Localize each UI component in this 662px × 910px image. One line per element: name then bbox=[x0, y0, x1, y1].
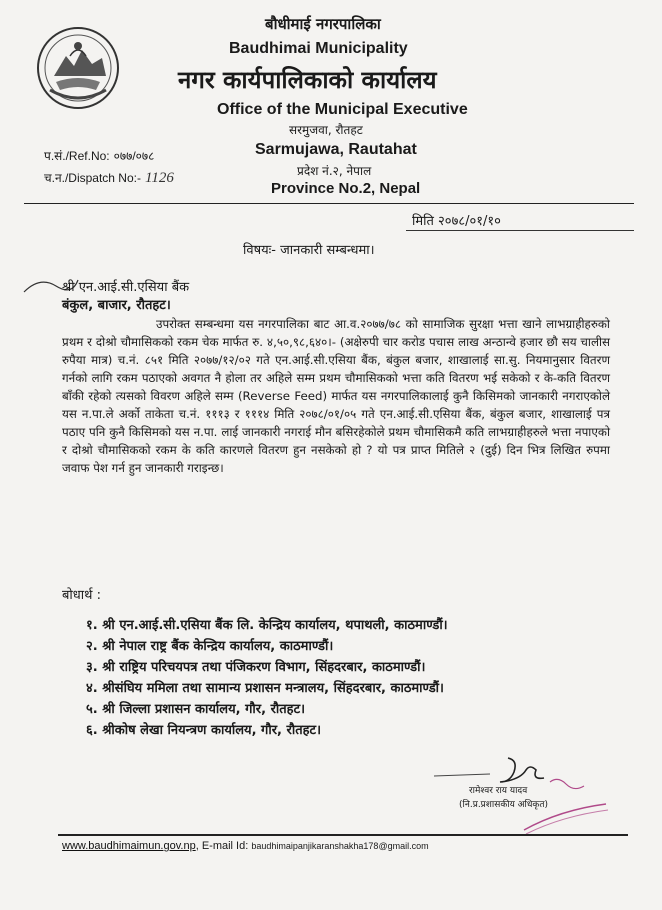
province-english: Province No.2, Nepal bbox=[271, 180, 421, 197]
website-link[interactable]: www.baudhimaimun.gov.np bbox=[62, 840, 196, 852]
reference-number bbox=[44, 147, 154, 164]
ref-label: प.सं./Ref.No: bbox=[44, 149, 110, 163]
email-address[interactable]: baudhimaipanjikaranshakha178@gmail.com bbox=[251, 841, 429, 851]
letter-subject: विषयः- जानकारी सम्बन्धमा। bbox=[243, 243, 375, 258]
cc-item: ४. श्रीसंघिय ममिला तथा सामान्य प्रशासन मन्त्रालय, सिंहदरबार, काठमाण्डौं। bbox=[86, 681, 444, 696]
cc-item: २. श्री नेपाल राष्ट्र बैंक केन्द्रिय कार्यालय, काठमाण्डौं। bbox=[86, 639, 334, 654]
cc-item: १. श्री एन.आई.सी.एसिया बैंक लि. केन्द्रिय कार्यालय, थपाथली, काठमाण्डौं। bbox=[86, 618, 448, 633]
address-nepali: सरमुजवा, रौतहट bbox=[289, 123, 363, 137]
email-label: , E-mail Id: bbox=[195, 840, 249, 852]
footer-contact bbox=[62, 840, 429, 852]
footer-divider bbox=[58, 834, 628, 836]
body-paragraph: उपरोक्त सम्बन्धमा यस नगरपालिका बाट आ.व.२०७७/७८ को सामाजिक सुरक्षा भत्ता खाने लाभग्राहीहरुको प्रथम र दोश्रो चौमासिकको रकम चेक मार्फत रु. ४,५०,९८,६४०।- (अक्षेरुपी चार करोड पचास लाख अन्ठान्वे हजार छौ सय चालीस रुपैया मात्र) च.नं. ८५१ मिति २०७७/१२/०२ गते एन.आई.सी.एसिया बैंक, बंकुल बजार, शाखालाई सा.सु. नियमानुसार वितरण गर्नको लागि रकम पठाएको अवगत नै होला तर अहिले सम्म प्रथम चौमासिकको भत्ता कति वितरण भई सकेको र के-कति वितरण बाँकी रहेको त्यसको विवरण अहिले सम्म (Reverse Feed) मार्फत यस नगरपालिकालाई कुनै किसिमको जानकारी नगराएकोले यस न.पा.ले अर्को ताकेता च.नं. १११३ र १११४ मिति २०७८/०१/०५ गते एन.आई.सी.एसिया बैंक, बंकुल बजार, शाखालाई पत्र पठाए पनि कुनै किसिमको यस न.पा. लाई जानकारी नगराई मौन बसिरहेकोले प्रथम चौमासिकमै कति लाभग्राहीहरुले भत्ता नपाएको र दोश्रो चौमासिकको रकम के कति कारणले वितरण हुन नसकेको हो ? यो पत्र प्राप्त मितिले २ (दुई) दिन भित्र लिखित रुपमा जवाफ पेश गर्न हुन जानकारी गराइन्छ। bbox=[62, 317, 610, 475]
cc-item: ३. श्री राष्ट्रिय परिचयपत्र तथा पंजिकरण विभाग, सिंहदरबार, काठमाण्डौं। bbox=[86, 660, 426, 675]
cc-list bbox=[86, 615, 448, 741]
office-name-nepali: नगर कार्यपालिकाको कार्यालय bbox=[178, 66, 437, 94]
dispatch-value: 1126 bbox=[144, 170, 174, 186]
recipient-line-1: श्री एन.आई.सी.एसिया बैंक bbox=[62, 280, 190, 295]
stamp-icon bbox=[520, 800, 610, 836]
letter-body bbox=[62, 315, 610, 477]
signatory-post: (नि.प्र.प्रशासकीय अधिकृत) bbox=[459, 800, 548, 810]
date-underline bbox=[406, 230, 634, 231]
cc-heading: बोधार्थ : bbox=[62, 588, 101, 603]
header-divider bbox=[24, 203, 634, 204]
municipality-name-english: Baudhimai Municipality bbox=[229, 40, 408, 57]
address-english: Sarmujawa, Rautahat bbox=[255, 141, 417, 158]
nepal-emblem-icon bbox=[36, 26, 120, 110]
cc-item: ५. श्री जिल्ला प्रशासन कार्यालय, गौर, रौतहट। bbox=[86, 702, 306, 717]
letter-date: मिति २०७८/०१/१० bbox=[412, 214, 501, 229]
dispatch-label: च.न./Dispatch No:- bbox=[44, 171, 141, 185]
cc-item: ६. श्रीकोष लेखा नियन्त्रण कार्यालय, गौर, रौतहट। bbox=[86, 723, 321, 738]
dispatch-number bbox=[44, 169, 174, 187]
office-name-english: Office of the Municipal Executive bbox=[217, 101, 468, 118]
ref-value: ०७७/०७८ bbox=[113, 149, 155, 163]
recipient-line-2: बंकुल, बाजार, रौतहट। bbox=[62, 298, 171, 313]
signatory-name: रामेश्वर राय यादव bbox=[469, 786, 528, 796]
municipality-name-nepali: बौधीमाई नगरपालिका bbox=[265, 15, 381, 33]
province-nepali: प्रदेश नं.२, नेपाल bbox=[297, 164, 372, 178]
